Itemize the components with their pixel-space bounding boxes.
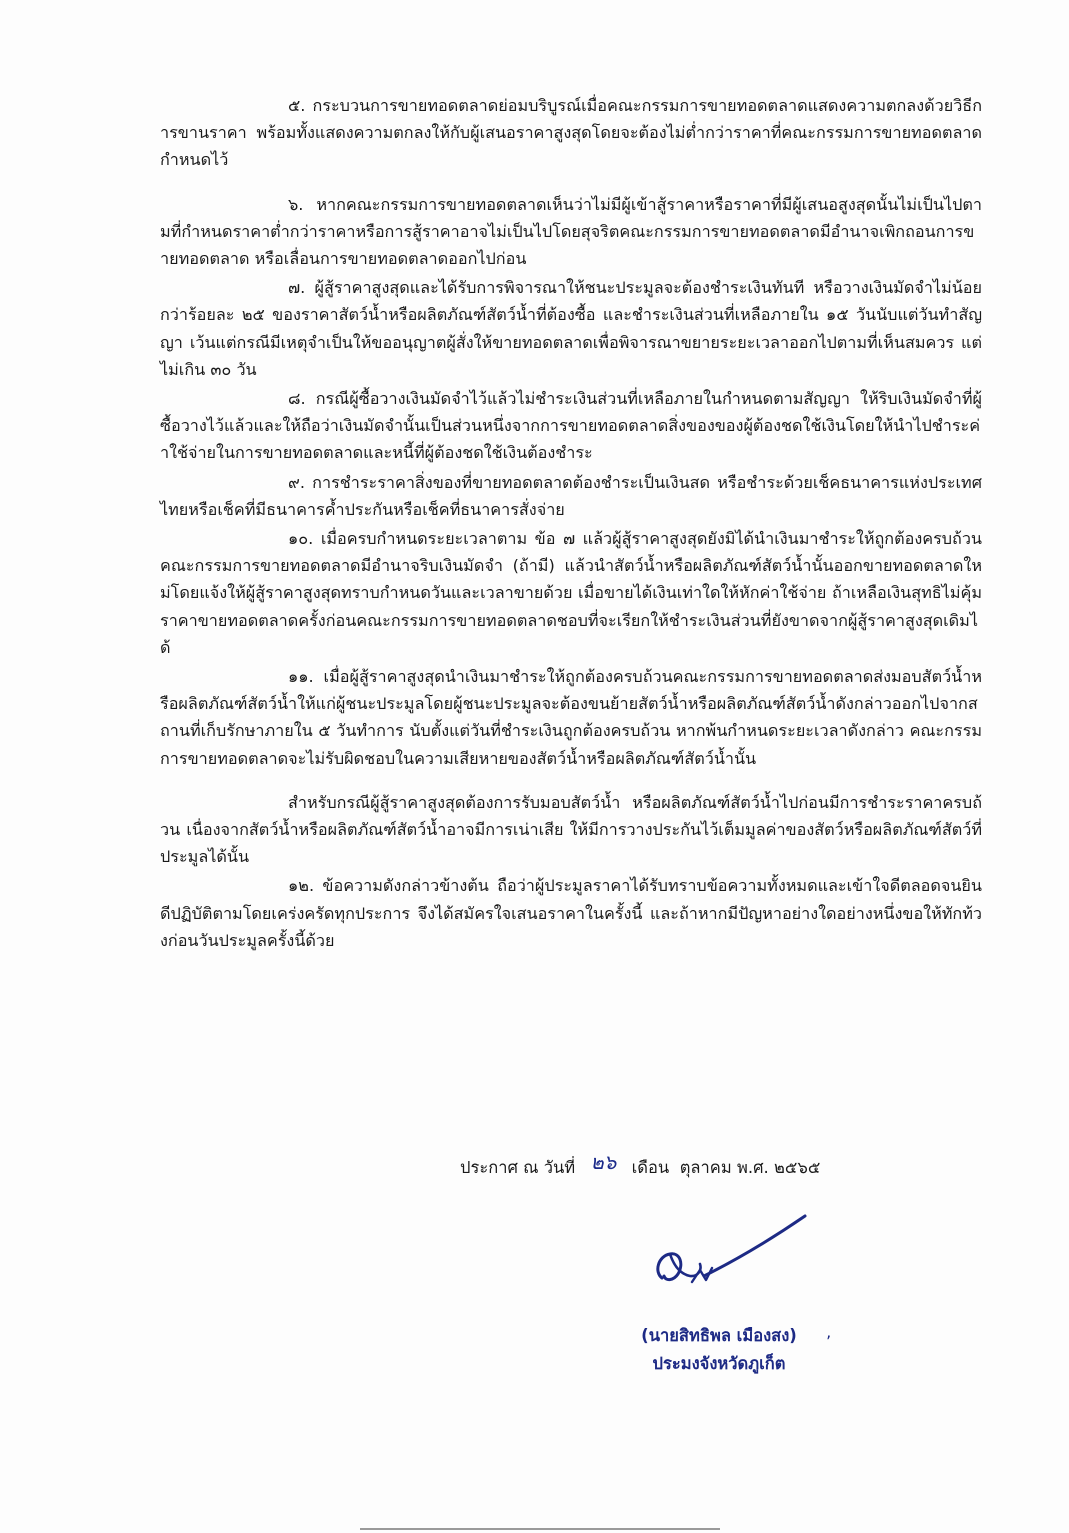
clause-6: ๖. หากคณะกรรมการขายทอดตลาดเห็นว่าไม่มีผู้เข้าสู้ราคาหรือราคาที่มีผู้เสนอสูงสุดนั้นไม่เป็นไปตามที่กำหนดราคาต่ำกว่าราคาหรือการสู้ราคาอาจไม่เป็นไปโดยสุจริตคณะกรรมการขายทอดตลาดมีอำนาจเพิกถอนการขายทอดตลาด หรือเลื่อนการขายทอดตลาดออกไปก่อน: [160, 194, 982, 269]
signer-position: ประมงจังหวัดภูเก็ต: [652, 1354, 786, 1373]
announcement-month-prefix: เดือน: [631, 1158, 670, 1177]
page-bottom-edge: [360, 1528, 720, 1530]
ink-tick-mark: ’: [826, 1332, 832, 1351]
clause-11: ๑๑. เมื่อผู้สู้ราคาสูงสุดนำเงินมาชำระให้ถูกต้องครบถ้วนคณะกรรมการขายทอดตลาดส่งมอบสัตว์น้ำหรือผลิตภัณฑ์สัตว์น้ำให้แก่ผู้ชนะประมูลโดยผู้ชนะประมูลจะต้องขนย้ายสัตว์น้ำหรือผลิตภัณฑ์สัตว์น้ำดังกล่าวออกไปจากสถานที่เก็บรักษาภายใน ๕ วันทำการ นับตั้งแต่วันที่ชำระเงินถูกต้องครบถ้วน หากพ้นกำหนดระยะเวลาดังกล่าว คณะกรรมการขายทอดตลาดจะไม่รับผิดชอบในความเสียหายของสัตว์น้ำหรือผลิตภัณฑ์สัตว์น้ำนั้น: [160, 667, 982, 768]
handwritten-signature: [640, 1210, 830, 1300]
clause-9: ๙. การชำระราคาสิ่งของที่ขายทอดตลาดต้องชำระเป็นเงินสด หรือชำระด้วยเช็คธนาคารแห่งประเทศไทยหรือเช็คที่มีธนาคารค้ำประกันหรือเช็คที่ธนาคารสั่งจ่าย: [160, 472, 982, 519]
clause-7: ๗. ผู้สู้ราคาสูงสุดและได้รับการพิจารณาให้ชนะประมูลจะต้องชำระเงินทันที หรือวางเงินมัดจำไม่น้อยกว่าร้อยละ ๒๕ ของราคาสัตว์น้ำหรือผลิตภัณฑ์สัตว์น้ำที่ต้องซื้อ และชำระเงินส่วนที่เหลือภายใน ๑๕ วันนับแต่วันทำสัญญา เว้นแต่กรณีมีเหตุจำเป็นให้ขออนุญาตผู้สั่งให้ขายทอดตลาดเพื่อพิจารณาขยายระยะเวลาออกไปตามที่เห็นสมควร แต่ไม่เกิน ๓๐ วัน: [160, 278, 982, 379]
clause-11-note: สำหรับกรณีผู้สู้ราคาสูงสุดต้องการรับมอบสัตว์น้ำ หรือผลิตภัณฑ์สัตว์น้ำไปก่อนมีการชำระราคาครบถ้วน เนื่องจากสัตว์น้ำหรือผลิตภัณฑ์สัตว์น้ำอาจมีการเน่าเสีย ให้มีการวางประกันไว้เต็มมูลค่าของสัตว์หรือผลิตภัณฑ์สัตว์ที่ประมูลได้นั้น: [160, 792, 982, 867]
clause-8: ๘. กรณีผู้ซื้อวางเงินมัดจำไว้แล้วไม่ชำระเงินส่วนที่เหลือภายในกำหนดตามสัญญา ให้ริบเงินมัดจำที่ผู้ซื้อวางไว้แล้วและให้ถือว่าเงินมัดจำนั้นเป็นส่วนหนึ่งจากการขายทอดตลาดสิ่งของของผู้ต้องชดใช้เงินโดยให้นำไปชำระค่าใช้จ่ายในการขายทอดตลาดและหนี้ที่ผู้ต้องชดใช้เงินต้องชำระ: [160, 389, 982, 463]
signer-name: (นายสิทธิพล เมืองสง): [641, 1326, 797, 1345]
signer-block: [614, 1322, 824, 1378]
clause-5: ๕. กระบวนการขายทอดตลาดย่อมบริบูรณ์เมื่อคณะกรรมการขายทอดตลาดแสดงความตกลงด้วยวิธีการขานราคา พร้อมทั้งแสดงความตกลงให้กับผู้เสนอราคาสูงสุดโดยจะต้องไม่ต่ำกว่าราคาที่คณะกรรมการขายทอดตลาดกำหนดไว้: [160, 96, 982, 170]
clause-10: ๑๐. เมื่อครบกำหนดระยะเวลาตาม ข้อ ๗ แล้วผู้สู้ราคาสูงสุดยังมิได้นำเงินมาชำระให้ถูกต้องครบถ้วน คณะกรรมการขายทอดตลาดมีอำนาจริบเงินมัดจำ (ถ้ามี) แล้วนำสัตว์น้ำหรือผลิตภัณฑ์สัตว์น้ำนั้นออกขายทอดตลาดใหม่โดยแจ้งให้ผู้สู้ราคาสูงสุดทราบกำหนดวันและเวลาขายด้วย เมื่อขายได้เงินเท่าใดให้หักค่าใช้จ่าย ถ้าเหลือเงินสุทธิไม่คุ้มราคาขายทอดตลาดครั้งก่อนคณะกรรมการขายทอดตลาดชอบที่จะเรียกให้ชำระเงินส่วนที่ยังขาดจากผู้สู้ราคาสูงสุดเดิมได้: [160, 529, 982, 657]
announcement-month-year: ตุลาคม พ.ศ. ๒๕๖๕: [679, 1158, 821, 1177]
announcement-date-line: [460, 1150, 820, 1182]
announcement-day: ๒๖: [590, 1150, 617, 1174]
clause-12: ๑๒. ข้อความดังกล่าวข้างต้น ถือว่าผู้ประมูลราคาได้รับทราบข้อความทั้งหมดและเข้าใจดีตลอดจนยินดีปฏิบัติตามโดยเคร่งครัดทุกประการ จึงได้สมัครใจเสนอราคาในครั้งนี้ และถ้าหากมีปัญหาอย่างใดอย่างหนึ่งขอให้ทักท้วงก่อนวันประมูลครั้งนี้ด้วย: [160, 876, 982, 950]
announcement-prefix: ประกาศ ณ วันที่: [460, 1158, 576, 1177]
document-body: [160, 92, 982, 956]
